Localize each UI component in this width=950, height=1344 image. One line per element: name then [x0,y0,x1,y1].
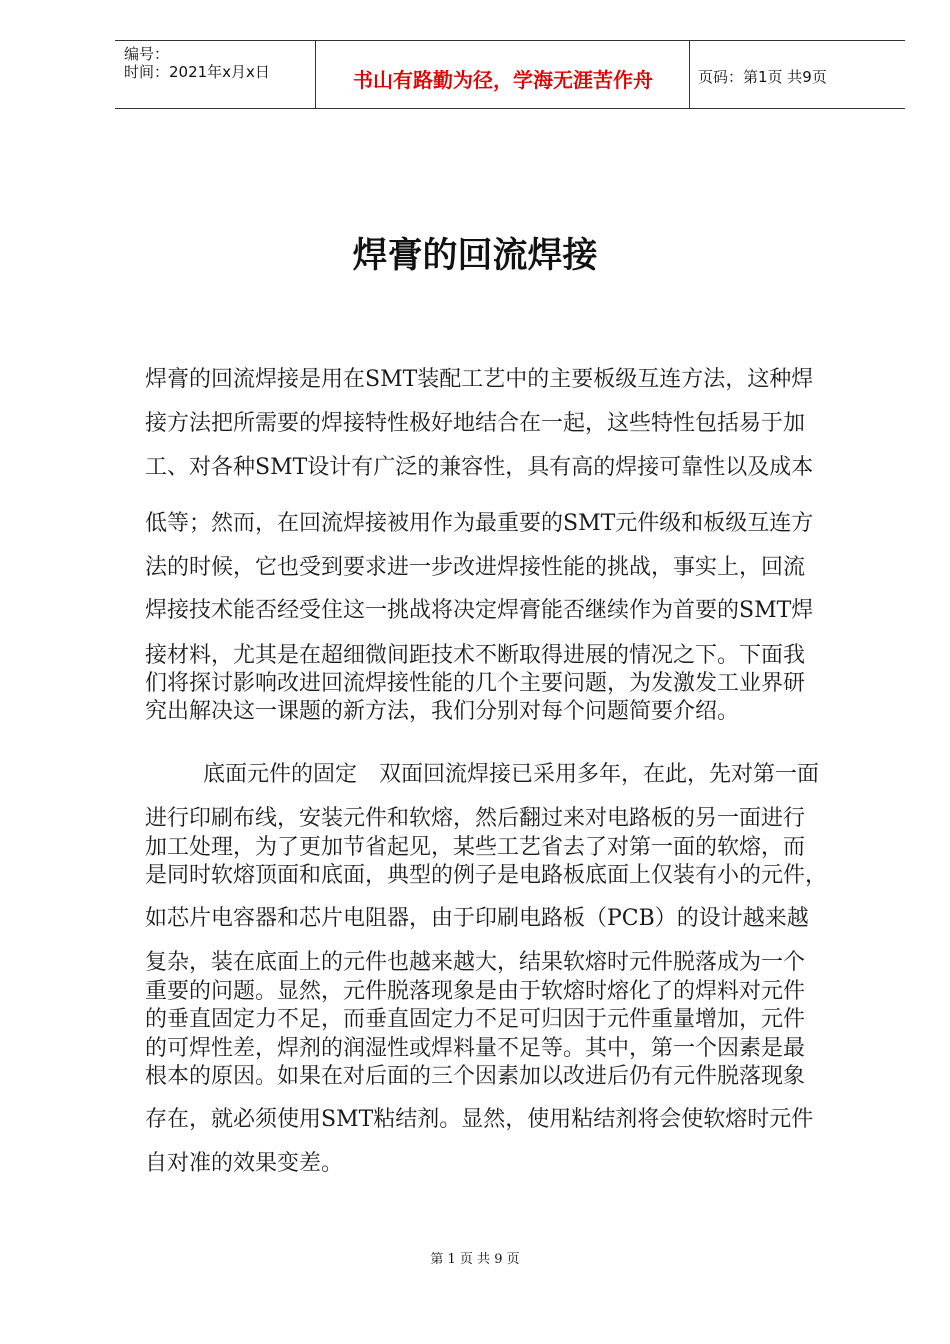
header-motto: 书山有路勤为径，学海无涯苦作舟 [353,68,653,92]
text-line: 焊膏的回流焊接是用在SMT装配工艺中的主要板级互连方法，这种焊 [145,367,814,392]
text-line: 低等；然而，在回流焊接被用作为最重要的SMT元件级和板级互连方 [145,511,814,536]
text-line: 接方法把所需要的焊接特性极好地结合在一起，这些特性包括易于加 [145,411,806,436]
text-line: 的可焊性差，焊剂的润湿性或焊料量不足等。其中，第一个因素是最 [145,1036,806,1061]
header-center-cell [316,41,690,108]
text-line: 存在，就必须使用SMT粘结剂。显然，使用粘结剂将会使软熔时元件 [145,1107,814,1132]
text-line: 法的时候，它也受到要求进一步改进焊接性能的挑战，事实上，回流 [145,555,806,580]
text-line: 自对准的效果变差。 [145,1151,344,1176]
text-line: 工、对各种SMT设计有广泛的兼容性，具有高的焊接可靠性以及成本 [145,455,814,480]
text-line: 根本的原因。如果在对后面的三个因素加以改进后仍有元件脱落现象 [145,1064,806,1089]
header-page-info: 页码：第1页 共9页 [698,68,827,86]
text-line: 焊接技术能否经受住这一挑战将决定焊膏能否继续作为首要的SMT焊 [145,598,814,623]
text-line: 接材料，尤其是在超细微间距技术不断取得进展的情况之下。下面我 [145,643,806,668]
header-left-cell [115,41,316,108]
header-right-cell [690,41,905,108]
text-line: 如芯片电容器和芯片电阻器，由于印刷电路板（PCB）的设计越来越 [145,906,809,931]
page-header [115,40,905,109]
document-number-label: 编号： [124,45,170,63]
text-line: 的垂直固定力不足，而垂直固定力不足可归因于元件重量增加，元件 [145,1007,806,1032]
text-line: 重要的问题。显然，元件脱落现象是由于软熔时熔化了的焊料对元件 [145,979,806,1004]
document-title: 焊膏的回流焊接 [352,236,598,276]
text-line: 是同时软熔顶面和底面，典型的例子是电路板底面上仅装有小的元件， [145,863,828,888]
text-line: 们将探讨影响改进回流焊接性能的几个主要问题，为发激发工业界研 [145,671,806,696]
document-time-label: 时间：2021年x月x日 [124,63,270,81]
text-line: 究出解决这一课题的新方法，我们分别对每个问题简要介绍。 [145,699,740,724]
text-line: 进行印刷布线，安装元件和软熔，然后翻过来对电路板的另一面进行 [145,806,806,831]
page-footer: 第 1 页 共 9 页 [430,1252,520,1267]
text-line: 复杂，装在底面上的元件也越来越大，结果软熔时元件脱落成为一个 [145,950,806,975]
text-line: 底面元件的固定 双面回流焊接已采用多年，在此，先对第一面 [203,762,820,787]
text-line: 加工处理，为了更加节省起见，某些工艺省去了对第一面的软熔，而 [145,835,806,860]
